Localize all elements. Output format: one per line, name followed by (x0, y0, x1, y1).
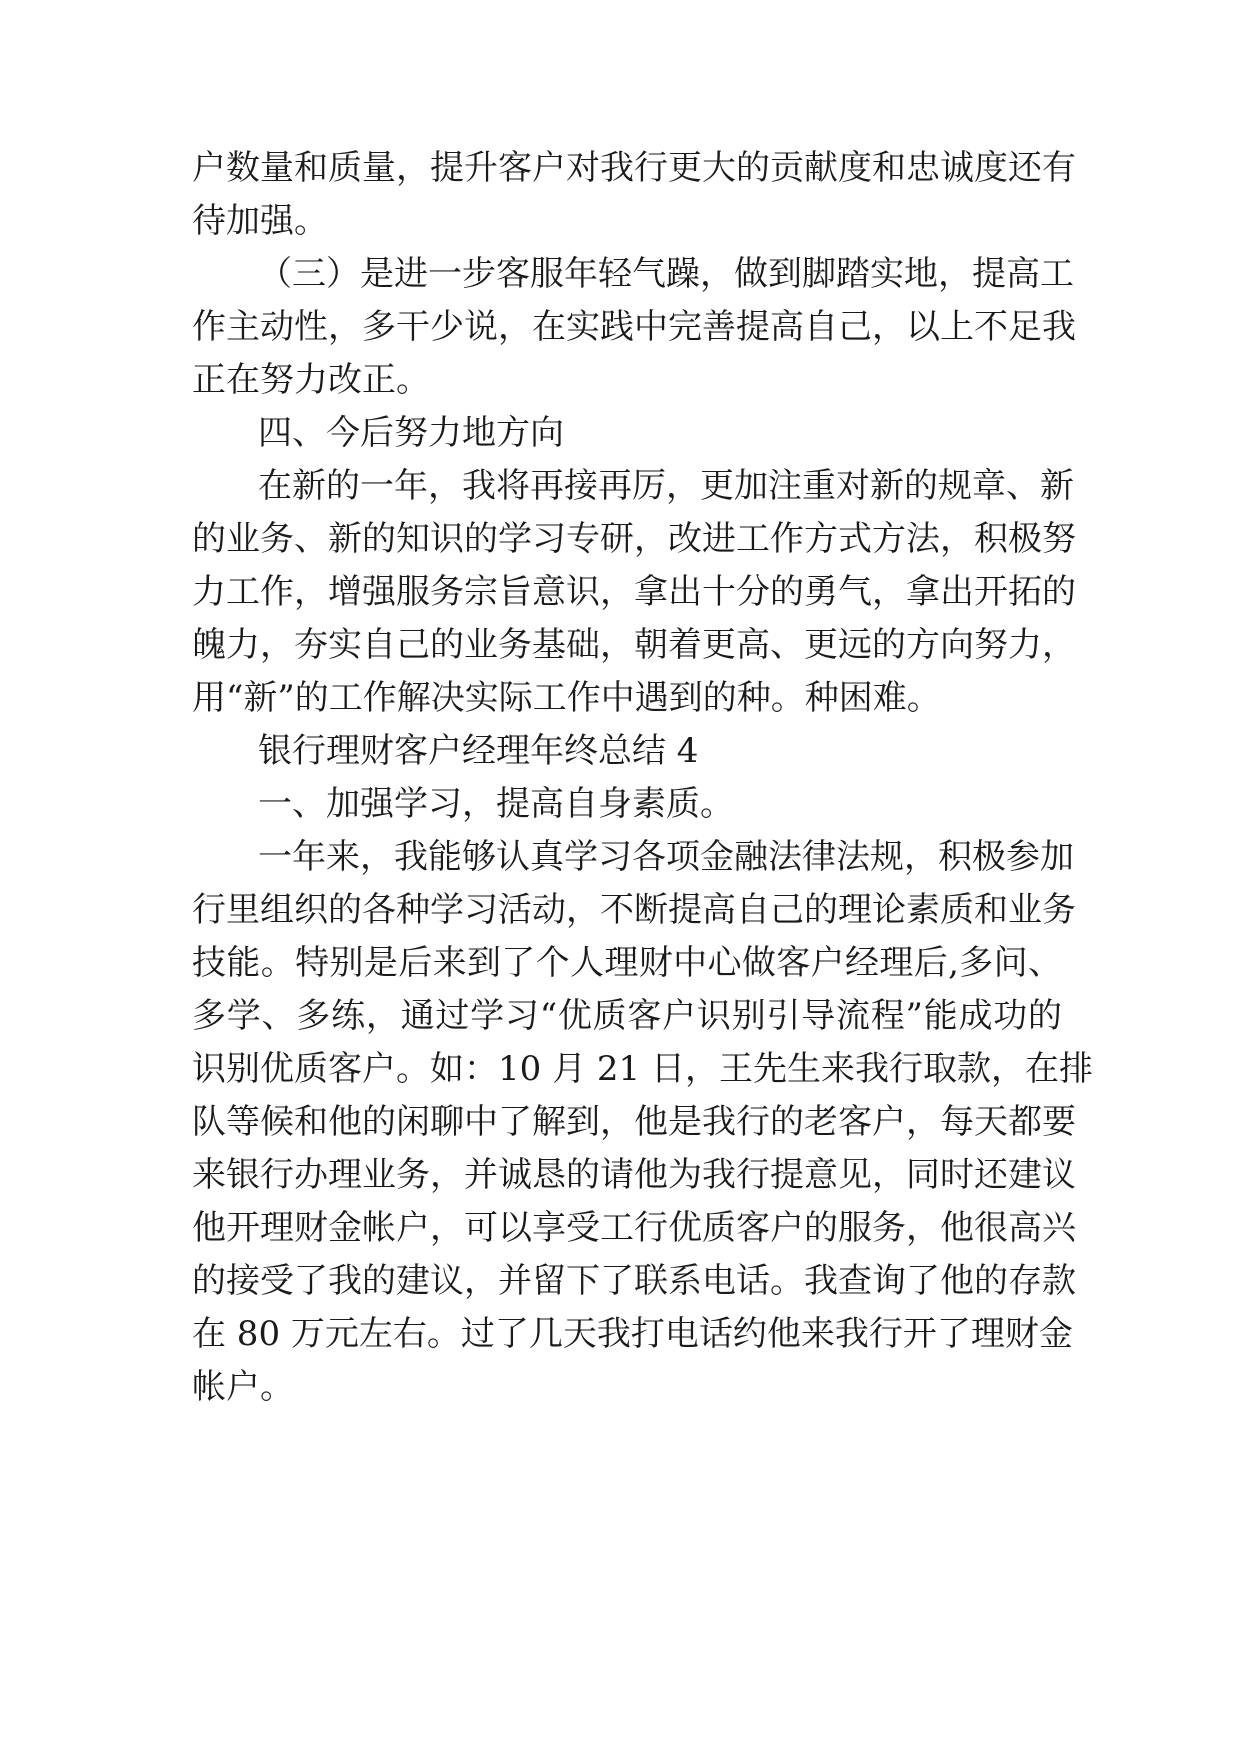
text-line-2: 待加强。 (192, 201, 328, 241)
text-line-14: 一年来，我能够认真学习各项金融法律法规，积极参加 (258, 837, 1074, 877)
text-line-4: 作主动性，多干少说，在实践中完善提高自己，以上不足我 (192, 307, 1076, 347)
text-line-5: 正在努力改正。 (192, 360, 430, 400)
text-line-18: 识别优质客户。如：10 月 21 日，王先生来我行取款，在排 (192, 1049, 1093, 1089)
section-heading-4: 四、今后努力地方向 (258, 413, 564, 453)
text-line-24: 帐户。 (192, 1367, 294, 1407)
text-line-15: 行里组织的各种学习活动，不断提高自己的理论素质和业务 (192, 890, 1076, 930)
text-line-3: （三）是进一步客服年轻气躁，做到脚踏实地，提高工 (258, 254, 1074, 294)
text-line-21: 他开理财金帐户，可以享受工行优质客户的服务，他很高兴 (192, 1208, 1076, 1248)
text-line-23: 在 80 万元左右。过了几天我打电话约他来我行开了理财金 (192, 1314, 1073, 1354)
text-line-9: 力工作，增强服务宗旨意识，拿出十分的勇气，拿出开拓的 (192, 572, 1076, 612)
text-line-1: 户数量和质量，提升客户对我行更大的贡献度和忠诚度还有 (192, 148, 1076, 188)
text-line-11: 用“新”的工作解决实际工作中遇到的种。种困难。 (192, 678, 941, 718)
text-line-7: 在新的一年，我将再接再厉，更加注重对新的规章、新 (258, 466, 1074, 506)
document-title-4: 银行理财客户经理年终总结 4 (258, 731, 699, 771)
section-heading-1: 一、加强学习，提高自身素质。 (258, 784, 734, 824)
text-line-22: 的接受了我的建议，并留下了联系电话。我查询了他的存款 (192, 1261, 1076, 1301)
text-line-8: 的业务、新的知识的学习专研，改进工作方式方法，积极努 (192, 519, 1076, 559)
text-line-16: 技能。特别是后来到了个人理财中心做客户经理后,多问、 (192, 943, 1062, 983)
text-line-19: 队等候和他的闲聊中了解到，他是我行的老客户，每天都要 (192, 1102, 1076, 1142)
text-line-20: 来银行办理业务，并诚恳的请他为我行提意见，同时还建议 (192, 1155, 1076, 1195)
text-line-17: 多学、多练，通过学习“优质客户识别引导流程”能成功的 (192, 996, 1062, 1036)
text-line-10: 魄力，夯实自己的业务基础，朝着更高、更远的方向努力， (192, 625, 1076, 665)
